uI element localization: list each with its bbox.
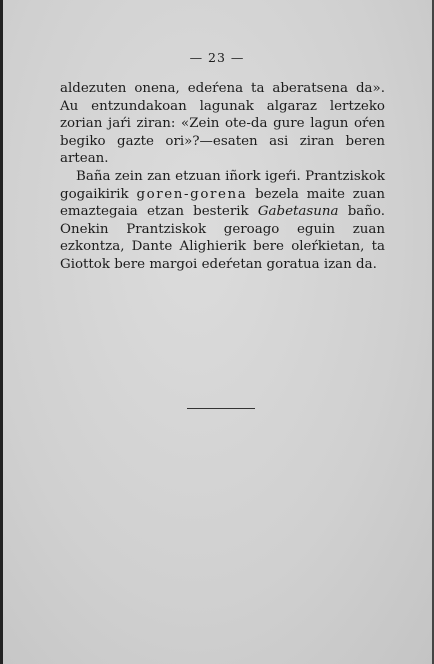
paragraph-2-text-a: Baña zein zan etzuan iñork igeŕi. Prantziskok gogaikirik [60, 168, 385, 202]
page-edge-left [0, 0, 3, 664]
paragraph-2-italic-word: Gabetasuna [257, 204, 339, 220]
paragraph-2-spaced-phrase: goren-gorena [136, 186, 248, 202]
paragraph-2-text-b: bezela maite zuan emaztegaia etzan besterik [60, 186, 385, 220]
paragraph-1: aldezuten onena, edeŕena ta aberatsena da». Au entzundakoan lagunak algaraz lertzeko zorian jaŕi ziran: «Zein ote-da gure lagun oŕen begiko gazte ori»?—esaten asi ziran beren artean. [60, 81, 385, 167]
body-text [60, 80, 385, 274]
paragraph-2-text-c: baño. Onekin Prantziskok geroago eguin zuan ezkontza, Dante Alighierik bere oleŕkietan, ta Giottok bere margoi edeŕetan goratua izan da. [60, 204, 385, 272]
page-number: — 23 — [189, 50, 245, 65]
paragraph-2 [60, 168, 385, 274]
section-divider-rule [187, 408, 255, 409]
